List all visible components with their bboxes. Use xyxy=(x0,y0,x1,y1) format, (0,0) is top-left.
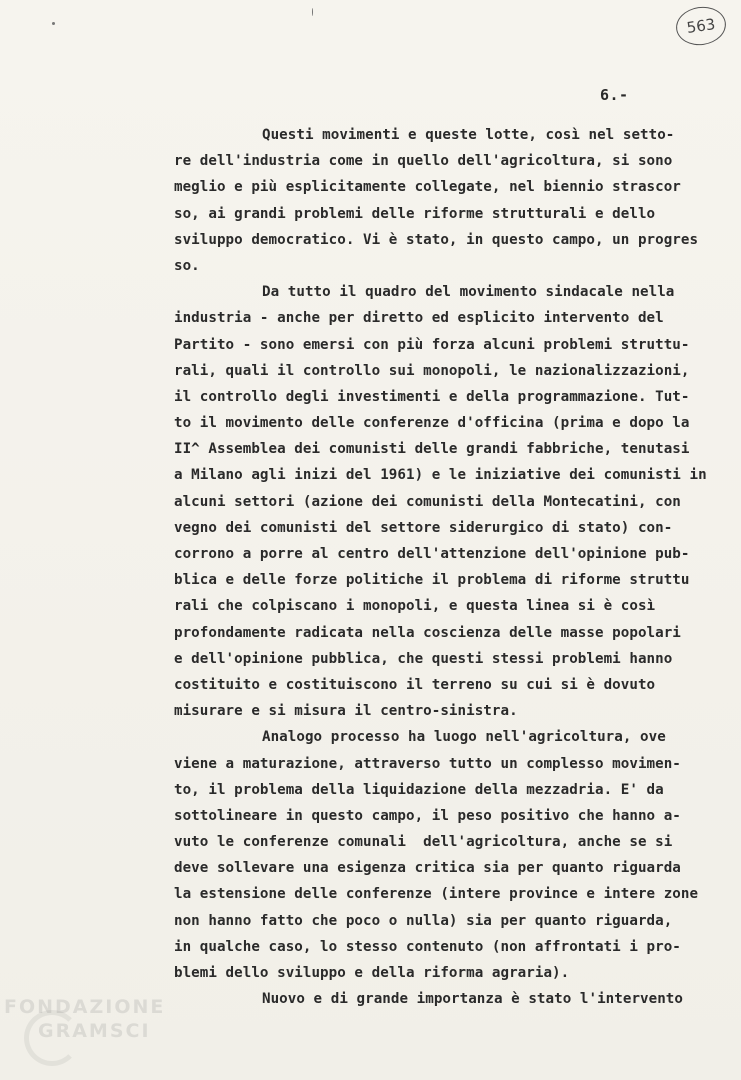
text-line: non hanno fatto che poco o nulla) sia per quanto riguarda, xyxy=(174,912,673,929)
text-line: alcuni settori (azione dei comunisti della Montecatini, con xyxy=(174,493,681,510)
text-line: so. xyxy=(174,257,200,274)
text-line: vuto le conferenze comunali dell'agricoltura, anche se si xyxy=(174,834,673,851)
watermark-line-1: FONDAZIONE xyxy=(4,996,166,1018)
text-line: Nuovo e di grande importanza è stato l'intervento xyxy=(262,991,683,1008)
text-line: profondamente radicata nella coscienza delle masse popolari xyxy=(174,624,681,641)
text-line: Da tutto il quadro del movimento sindacale nella xyxy=(262,284,675,301)
text-line: rali, quali il controllo sui monopoli, le nazionalizzazioni, xyxy=(174,362,690,379)
text-line: meglio e più esplicitamente collegate, nel biennio strascor xyxy=(174,179,681,196)
text-line: rali che colpiscano i monopoli, e questa linea si è così xyxy=(174,598,656,615)
text-line: a Milano agli inizi del 1961) e le iniziative dei comunisti in xyxy=(174,467,707,484)
text-line: to il movimento delle conferenze d'officina (prima e dopo la xyxy=(174,415,690,432)
text-line: in qualche caso, lo stesso contenuto (non affrontati i pro- xyxy=(174,938,681,955)
text-line: sottolineare in questo campo, il peso positivo che hanno a- xyxy=(174,807,681,824)
text-line: to, il problema della liquidazione della mezzadria. E' da xyxy=(174,781,664,798)
text-line: Questi movimenti e queste lotte, così nel setto- xyxy=(262,127,675,143)
paper-speck xyxy=(52,22,55,25)
text-line: re dell'industria come in quello dell'agricoltura, si sono xyxy=(174,153,673,170)
text-line: Partito - sono emersi con più forza alcuni problemi struttu- xyxy=(174,336,690,353)
text-line: industria - anche per diretto ed esplicito intervento del xyxy=(174,310,664,327)
typed-text-body xyxy=(174,122,714,1012)
text-line: il controllo degli investimenti e della programmazione. Tut- xyxy=(174,388,690,405)
text-line: e dell'opinione pubblica, che questi stessi problemi hanno xyxy=(174,650,673,667)
text-line: so, ai grandi problemi delle riforme strutturali e dello xyxy=(174,205,656,222)
watermark xyxy=(4,996,184,1042)
text-line: misurare e si misura il centro-sinistra. xyxy=(174,703,518,720)
text-line: deve sollevare una esigenza critica sia per quanto riguarda xyxy=(174,860,681,877)
text-line: vegno dei comunisti del settore siderurgico di stato) con- xyxy=(174,519,673,536)
page-number: 6.- xyxy=(600,86,629,104)
paper-speck xyxy=(312,8,313,16)
text-line: II^ Assemblea dei comunisti delle grandi fabbriche, tenutasi xyxy=(174,441,690,458)
watermark-line-2: GRAMSCI xyxy=(38,1020,151,1042)
archive-page-stamp xyxy=(674,4,729,49)
text-line: blemi dello sviluppo e della riforma agraria). xyxy=(174,965,570,981)
text-line: la estensione delle conferenze (intere province e intere zone xyxy=(174,886,699,903)
text-line: viene a maturazione, attraverso tutto un complesso movimen- xyxy=(174,755,681,772)
text-line: costituito e costituiscono il terreno su cui si è dovuto xyxy=(174,676,656,693)
text-line: sviluppo democratico. Vi è stato, in questo campo, un progres xyxy=(174,231,699,248)
text-line: corrono a porre al centro dell'attenzione dell'opinione pub- xyxy=(174,546,690,562)
stamp-number: 563 xyxy=(685,15,717,37)
text-line: blica e delle forze politiche il problema di riforme struttu xyxy=(174,572,690,589)
text-line: Analogo processo ha luogo nell'agricoltura, ove xyxy=(262,729,666,746)
